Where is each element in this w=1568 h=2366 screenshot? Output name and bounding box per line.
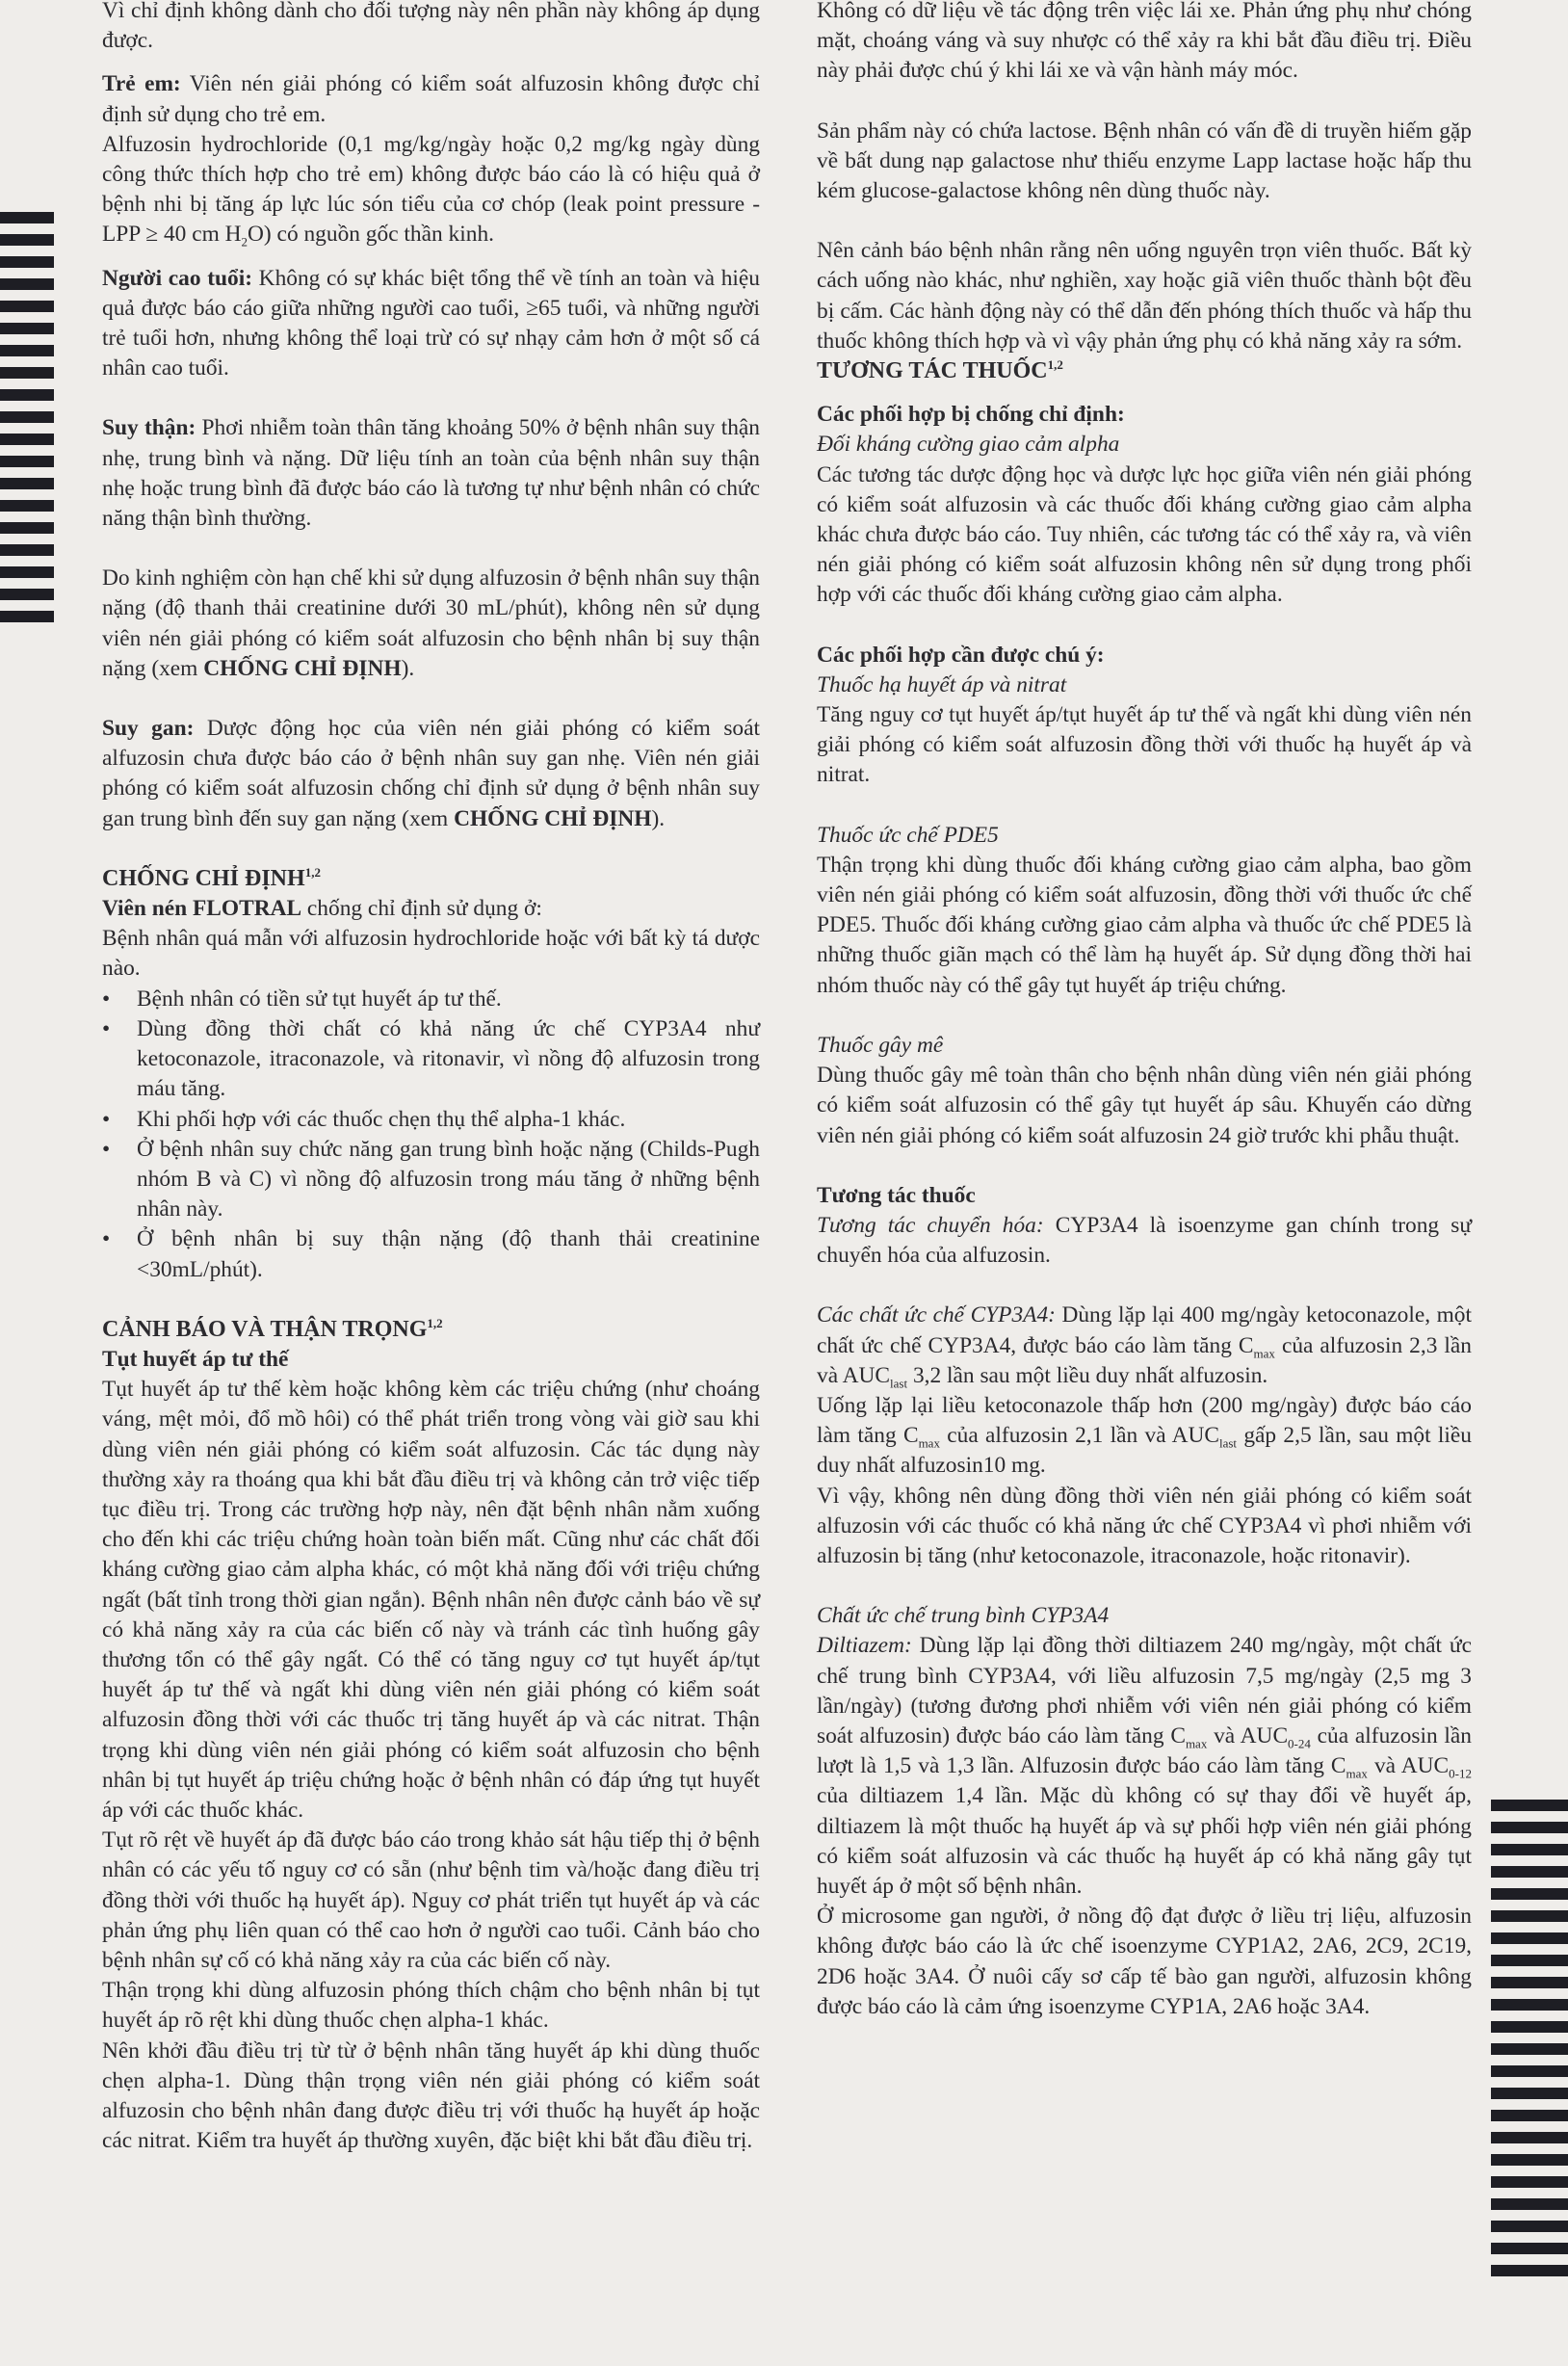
metabolic-label: Tương tác chuyển hóa: bbox=[817, 1212, 1044, 1238]
contraindications-intro: Bệnh nhân quá mẫn với alfuzosin hydrochloride hoặc với bất kỳ tá dược nào. bbox=[102, 926, 760, 982]
auc-subscript: 0-24 bbox=[1288, 1736, 1311, 1751]
anesthetics-title: Thuốc gây mê bbox=[817, 1032, 944, 1058]
cmax-subscript: max bbox=[1253, 1346, 1275, 1361]
hypotension-paragraph-2: Tụt rõ rệt về huyết áp đã được báo cáo trong khảo sát hậu tiếp thị ở bệnh nhân có các yếu tố nguy cơ có sẵn (như bệnh tim và/hoặc đang điều trị đồng thời với thuốc hạ huyết áp). Nguy cơ phát triển tụt huyết áp và các phản ứng phụ liên quan có thể cao hơn ở người cao tuổi. Cảnh báo cho bệnh nhân sự cố có khả năng xảy ra của các biến cố này. bbox=[102, 1827, 760, 1973]
hepatic-contra-ref: CHỐNG CHỈ ĐỊNH bbox=[454, 805, 652, 831]
product-name: Viên nén FLOTRAL bbox=[102, 896, 302, 922]
interactions-ref: 1,2 bbox=[1047, 357, 1063, 373]
elderly-paragraph bbox=[102, 264, 760, 384]
hypotension-title: Tụt huyết áp tư thế bbox=[102, 1346, 289, 1372]
children-paragraph bbox=[102, 69, 760, 129]
antihypertensives-text: Tăng nguy cơ tụt huyết áp/tụt huyết áp tư thế và ngất khi dùng viên nén giải phóng có kiểm soát alfuzosin đồng thời với thuốc hạ huyết áp và nitrat. bbox=[817, 702, 1472, 788]
renal-contra-ref: CHỐNG CHỈ ĐỊNH bbox=[203, 655, 402, 681]
cyp3a4-text-a: Dùng lặp lại 400 mg/ngày ketoconazole, một chất ức chế CYP3A4, được báo cáo làm tăng C bbox=[817, 1302, 1472, 1358]
interactions-title-text: TƯƠNG TÁC THUỐC bbox=[817, 358, 1048, 384]
diltiazem-paragraph bbox=[817, 1631, 1472, 1902]
auc-subscript: 0-12 bbox=[1449, 1766, 1472, 1781]
anesthetics-text: Dùng thuốc gây mê toàn thân cho bệnh nhân dùng viên nén giải phóng có kiểm soát alfuzosin có thể gây tụt huyết áp sâu. Khuyến cáo dừng viên nén giải phóng có kiểm soát alfuzosin 24 giờ trước khi phẫu thuật. bbox=[817, 1063, 1472, 1148]
pde5-title: Thuốc ức chế PDE5 bbox=[817, 822, 999, 848]
ketoconazole-paragraph bbox=[817, 1391, 1472, 1482]
contraindicated-combinations-title: Các phối hợp bị chống chỉ định: bbox=[817, 402, 1125, 428]
drug-interactions-title: Tương tác thuốc bbox=[817, 1182, 976, 1208]
list-item: • Ở bệnh nhân bị suy thận nặng (độ thanh thải creatinine <30mL/phút). bbox=[102, 1224, 760, 1284]
auc-subscript: last bbox=[890, 1376, 908, 1391]
antihypertensives-title: Thuốc hạ huyết áp và nitrat bbox=[817, 671, 1067, 697]
contraindications-title-text: CHỐNG CHỈ ĐỊNH bbox=[102, 865, 305, 891]
cyp3a4-text-b: của alfuzosin 2,3 lần và AUC bbox=[817, 1332, 1473, 1388]
contraindications-lead-text: chống chỉ định sử dụng ở: bbox=[301, 896, 542, 922]
cmax-subscript: max bbox=[1346, 1766, 1368, 1781]
swallow-paragraph: Nên cảnh báo bệnh nhân rằng nên uống nguyên trọn viên thuốc. Bất kỳ cách uống nào khác, như nghiền, xay hoặc giã viên thuốc thành bột đều bị cấm. Các hành động này có thể dẫn đến phóng thích thuốc và hấp thu thuốc không thích hợp và vì vậy phản ứng phụ có khả năng xảy ra sớm. bbox=[817, 238, 1472, 354]
warnings-title-text: CẢNH BÁO VÀ THẬN TRỌNG bbox=[102, 1316, 428, 1342]
microsome-paragraph: Ở microsome gan người, ở nồng độ đạt được ở liều trị liệu, alfuzosin không được báo cáo là ức chế isoenzyme CYP1A2, 2A6, 2C9, 2C19, 2D6 hoặc 3A4. Ở nuôi cấy sơ cấp tế bào gan người, alfuzosin không được báo cáo là cảm ứng isoenzyme CYP1A, 2A6 hoặc 3A4. bbox=[817, 1904, 1472, 2019]
list-item: • Ở bệnh nhân suy chức năng gan trung bình hoặc nặng (Childs-Pugh nhóm B và C) vì nồng độ alfuzosin trong máu tăng ở những bệnh nhân này. bbox=[102, 1135, 760, 1225]
warnings-title bbox=[102, 1315, 760, 1345]
contraindications-title bbox=[102, 864, 760, 894]
warnings-ref: 1,2 bbox=[427, 1315, 443, 1330]
elderly-heading: Người cao tuổi: bbox=[102, 265, 252, 291]
therefore-paragraph: Vì vậy, không nên dùng đồng thời viên nén giải phóng có kiểm soát alfuzosin với các thuốc có khả năng ức chế CYP3A4 vì phơi nhiễm với alfuzosin bị tăng (như ketoconazole, itraconazole, hoặc ritonavir). bbox=[817, 1483, 1472, 1568]
dilt-text-c: của alfuzosin lần lượt là 1,5 và 1,3 lần. Alfuzosin được báo cáo làm tăng C bbox=[817, 1722, 1472, 1779]
hypotension-paragraph-1: Tụt huyết áp tư thế kèm hoặc không kèm các triệu chứng (như choáng váng, mệt mỏi, đổ mồ hôi) có thể phát triển trong vòng vài giờ sau khi dùng viên nén giải phóng có kiểm soát alfuzosin. Các tác dụng này thường xảy ra thoáng qua khi bắt đầu điều trị và không cản trở việc tiếp tục điều trị. Trong các trường hợp này, nên đặt bệnh nhân nằm xuống cho đến khi các triệu chứng hoàn toàn biến mất. Cũng như các chất đối kháng cường giao cảm alpha khác, có một khả năng đối với triệu chứng ngất (bất tỉnh trong thời gian ngắn). Bệnh nhân nên được cảnh báo về sự có khả năng xảy ra của các biến cố này và tránh các tình huống gây thương tổn có thể gây ngất. Có thể có tăng nguy cơ tụt huyết áp/tụt huyết áp tư thế và ngất khi dùng viên nén giải phóng có kiểm soát alfuzosin đồng thời với các thuốc trị tăng huyết áp và các nitrat. Thận trọng khi dùng viên nén giải phóng có kiểm soát alfuzosin cho bệnh nhân bị tụt huyết áp triệu chứng hoặc ở bệnh nhân có đáp ứng tụt huyết áp với các thuốc khác. bbox=[102, 1377, 760, 1823]
right-edge-barcode bbox=[1491, 1800, 1568, 2287]
left-edge-barcode bbox=[0, 212, 56, 633]
list-item: • Khi phối hợp với các thuốc chẹn thụ thể alpha-1 khác. bbox=[102, 1105, 760, 1135]
dilt-text-a: Dùng lặp lại đồng thời diltiazem 240 mg/ngày, một chất ức chế trung bình CYP3A4, với liều alfuzosin 7,5 mg/ngày (2,5 mg 3 lần/ngày) (tương đương phơi nhiễm với viên nén giải phóng có kiểm soát alfuzosin) được báo cáo làm tăng C bbox=[817, 1633, 1472, 1748]
h2o-subscript: 2 bbox=[241, 235, 248, 250]
driving-paragraph: Không có dữ liệu về tác động trên việc lái xe. Phản ứng phụ như chóng mặt, choáng váng và suy nhược có thể xảy ra khi bắt đầu điều trị. Điều này phải được chú ý khi lái xe và vận hành máy móc. bbox=[817, 0, 1472, 84]
contraindications-ref: 1,2 bbox=[304, 864, 321, 880]
moderate-inhibitors-title: Chất ức chế trung bình CYP3A4 bbox=[817, 1603, 1110, 1629]
hepatic-text: Dược động học của viên nén giải phóng có kiểm soát alfuzosin chưa được báo cáo ở bệnh nhân suy gan nhẹ. Viên nén giải phóng có kiểm soát alfuzosin chống chỉ định sử dụng ở bệnh nhân suy gan trung bình đến suy gan nặng (xem bbox=[102, 716, 760, 831]
hypotension-paragraph-4: Nên khởi đầu điều trị từ từ ở bệnh nhân tăng huyết áp khi dùng thuốc chẹn alpha-1. Dùng thận trọng viên nén giải phóng có kiểm soát alfuzosin cho bệnh nhân đang được điều trị với thuốc hạ huyết áp hoặc các nitrat. Kiểm tra huyết áp thường xuyên, đặc biệt khi bắt đầu điều trị. bbox=[102, 2037, 760, 2154]
dilt-text-d: và AUC bbox=[1367, 1753, 1450, 1779]
auc-subscript: last bbox=[1218, 1435, 1238, 1451]
alpha-antagonists-text: Các tương tác dược động học và dược lực học giữa viên nén giải phóng có kiểm soát alfuzosin và các thuốc đối kháng cường giao cảm alpha khác chưa được báo cáo. Tuy nhiên, các tương tác có thể xảy ra, và viên nén giải phóng có kiểm soát alfuzosin không nên sử dụng trong phối hợp với các thuốc đối kháng cường giao cảm alpha. bbox=[817, 461, 1472, 608]
renal-severe-end: ). bbox=[401, 655, 415, 681]
list-item: • Dùng đồng thời chất có khả năng ức chế CYP3A4 như ketoconazole, itraconazole, và ritonavir, vì nồng độ alfuzosin trong máu tăng. bbox=[102, 1014, 760, 1105]
children-text: Viên nén giải phóng có kiểm soát alfuzosin không được chỉ định sử dụng cho trẻ em. bbox=[102, 71, 760, 127]
renal-heading: Suy thận: bbox=[102, 415, 196, 441]
intro-paragraph: Vì chỉ định không dành cho đối tượng này nên phần này không áp dụng được. bbox=[102, 0, 760, 54]
children-efficacy-end: O) có nguồn gốc thần kinh. bbox=[248, 222, 494, 248]
pde5-text: Thận trọng khi dùng thuốc đối kháng cường giao cảm alpha, bao gồm viên nén giải phóng có kiểm soát alfuzosin, đồng thời với thuốc ức chế PDE5. Thuốc đối kháng cường giao cảm alpha và thuốc ức chế PDE5 là những thuốc giãn mạch có thể làm hạ huyết áp. Sử dụng đồng thời hai nhóm thuốc này có thể gây tụt huyết áp triệu chứng. bbox=[817, 852, 1472, 998]
keto-text-a: Uống lặp lại liều ketoconazole thấp hơn (200 mg/ngày) được báo cáo làm tăng C bbox=[817, 1392, 1472, 1449]
metabolic-paragraph bbox=[817, 1211, 1472, 1271]
right-column bbox=[817, 0, 1472, 2022]
diltiazem-label: Diltiazem: bbox=[817, 1633, 912, 1659]
cyp3a4-label: Các chất ức chế CYP3A4: bbox=[817, 1302, 1056, 1328]
left-column bbox=[102, 0, 760, 2156]
renal-paragraph bbox=[102, 413, 760, 534]
hepatic-paragraph bbox=[102, 714, 760, 834]
children-efficacy-paragraph bbox=[102, 130, 760, 250]
hepatic-heading: Suy gan: bbox=[102, 716, 195, 742]
contraindications-list bbox=[102, 985, 760, 1285]
interactions-title bbox=[817, 356, 1472, 386]
cyp3a4-text-c: 3,2 lần sau một liều duy nhất alfuzosin. bbox=[907, 1362, 1268, 1388]
children-heading: Trẻ em: bbox=[102, 71, 181, 97]
dilt-text-e: của diltiazem 1,4 lần. Mặc dù không có sự thay đổi về huyết áp, diltiazem là một thuốc hạ huyết áp và sự phối hợp viên nén giải phóng có kiểm soát alfuzosin và các thuốc hạ huyết áp có khả năng gây tụt huyết áp ở một số bệnh nhân. bbox=[817, 1783, 1472, 1899]
cyp3a4-inhibitors-paragraph bbox=[817, 1301, 1472, 1391]
renal-text: Phơi nhiễm toàn thân tăng khoảng 50% ở bệnh nhân suy thận nhẹ, trung bình và nặng. Dữ liệu tính an toàn của bệnh nhân suy thận nhẹ hoặc trung bình đã được báo cáo là tương tự như bệnh nhân có chức năng thận bình thường. bbox=[102, 415, 760, 532]
list-item: • Bệnh nhân có tiền sử tụt huyết áp tư thế. bbox=[102, 985, 760, 1014]
contraindications-lead bbox=[102, 894, 760, 924]
renal-severe-text: Do kinh nghiệm còn hạn chế khi sử dụng alfuzosin ở bệnh nhân suy thận nặng (độ thanh thải creatinine dưới 30 mL/phút), không nên sử dụng viên nén giải phóng có kiểm soát alfuzosin cho bệnh nhân bị suy thận nặng (xem bbox=[102, 565, 760, 681]
elderly-text: Không có sự khác biệt tổng thể về tính an toàn và hiệu quả được báo cáo giữa những người cao tuổi, ≥65 tuổi, và những người trẻ tuổi hơn, nhưng không thể loại trừ có sự nhạy cảm hơn ở một số cá nhân cao tuổi. bbox=[102, 265, 760, 381]
cmax-subscript: max bbox=[918, 1435, 940, 1451]
hypotension-paragraph-3: Thận trọng khi dùng alfuzosin phóng thích chậm cho bệnh nhân bị tụt huyết áp rõ rệt khi dùng thuốc chẹn alpha-1 khác. bbox=[102, 1978, 760, 2034]
keto-text-b: của alfuzosin 2,1 lần và AUC bbox=[939, 1423, 1219, 1449]
hepatic-end: ). bbox=[651, 805, 666, 831]
dilt-text-b: và AUC bbox=[1207, 1722, 1289, 1748]
cmax-subscript: max bbox=[1185, 1736, 1208, 1751]
renal-severe-paragraph bbox=[102, 564, 760, 684]
metabolic-text: CYP3A4 là isoenzyme gan chính trong sự chuyển hóa của alfuzosin. bbox=[817, 1212, 1472, 1269]
keto-text-c: gấp 2,5 lần, sau một liều duy nhất alfuzosin10 mg. bbox=[817, 1423, 1472, 1479]
caution-combinations-title: Các phối hợp cần được chú ý: bbox=[817, 642, 1105, 668]
lactose-paragraph: Sản phẩm này có chứa lactose. Bệnh nhân có vấn đề di truyền hiếm gặp về bất dung nạp galactose như thiếu enzyme Lapp lactase hoặc hấp thu kém glucose-galactose không nên dùng thuốc này. bbox=[817, 118, 1472, 204]
children-efficacy-text: Alfuzosin hydrochloride (0,1 mg/kg/ngày hoặc 0,2 mg/kg ngày dùng công thức thích hợp cho trẻ em) không được báo cáo là có hiệu quả ở bệnh nhi bị tăng áp lực lúc són tiểu của cơ chóp (leak point pressure - LPP ≥ 40 cm H bbox=[102, 131, 760, 248]
alpha-antagonists-title: Đối kháng cường giao cảm alpha bbox=[817, 432, 1120, 458]
